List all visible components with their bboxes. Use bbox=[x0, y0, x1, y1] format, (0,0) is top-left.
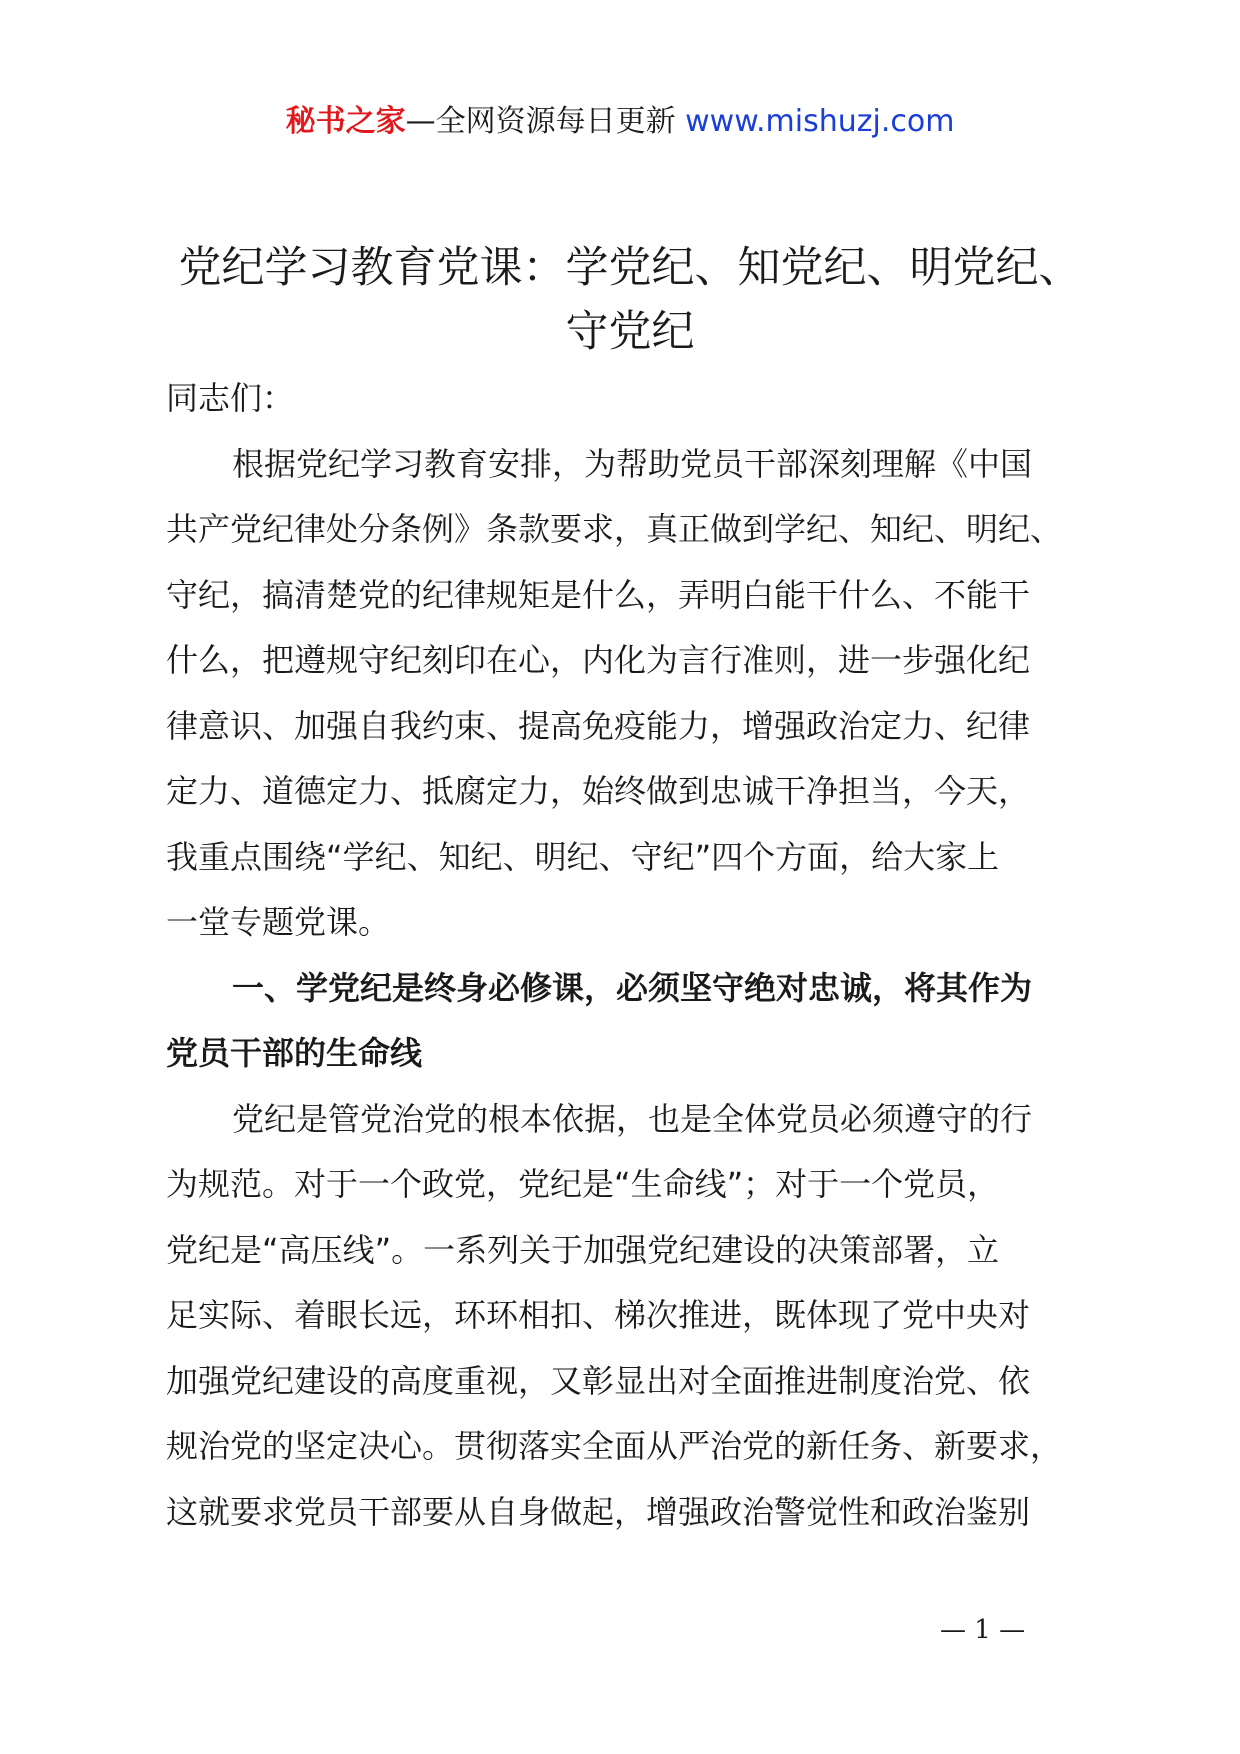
paragraph-line: 这就要求党员干部要从自身做起，增强政治警觉性和政治鉴别 bbox=[166, 1492, 1031, 1531]
section-heading-line: 党员干部的生命线 bbox=[166, 1034, 423, 1072]
document-body bbox=[166, 366, 1126, 1545]
paragraph-line: 党纪是管党治党的根本依据，也是全体党员必须遵守的行 bbox=[232, 1099, 1033, 1138]
paragraph-line: 守纪，搞清楚党的纪律规矩是什么，弄明白能干什么、不能干 bbox=[166, 575, 1031, 614]
document-title bbox=[150, 236, 1110, 364]
salutation: 同志们： bbox=[166, 379, 295, 417]
site-banner bbox=[0, 100, 1240, 144]
title-line-1: 党纪学习教育党课：学党纪、知党纪、明党纪、 bbox=[178, 243, 1082, 293]
site-brand: 秘书之家 bbox=[285, 104, 406, 139]
paragraph-line: 律意识、加强自我约束、提高免疫能力，增强政治定力、纪律 bbox=[166, 706, 1031, 745]
page-number: — 1 — bbox=[940, 1615, 1026, 1645]
section-heading-line: 一、学党纪是终身必修课，必须坚守绝对忠诚，将其作为 bbox=[232, 968, 1033, 1007]
paragraph-line: 足实际、着眼长远，环环相扣、梯次推进，既体现了党中央对 bbox=[166, 1296, 1031, 1334]
paragraph-line: 规治党的坚定决心。贯彻落实全面从严治党的新任务、新要求， bbox=[166, 1427, 1063, 1465]
paragraph-line: 一堂专题党课。 bbox=[166, 903, 391, 941]
paragraph-line: 根据党纪学习教育安排，为帮助党员干部深刻理解《中国 bbox=[232, 444, 1033, 483]
paragraph-line: 加强党纪建设的高度重视，又彰显出对全面推进制度治党、依 bbox=[166, 1361, 1031, 1400]
paragraph-line: 定力、道德定力、抵腐定力，始终做到忠诚干净担当，今天， bbox=[166, 772, 1031, 810]
paragraph-line: 我重点围绕“学纪、知纪、明纪、守纪”四个方面，给大家上 bbox=[166, 837, 1000, 876]
paragraph-line: 什么，把遵规守纪刻印在心，内化为言行准则，进一步强化纪 bbox=[166, 641, 1031, 679]
site-tagline: —全网资源每日更新 bbox=[405, 104, 676, 139]
paragraph-line: 为规范。对于一个政党，党纪是“生命线”；对于一个党员， bbox=[166, 1165, 1000, 1203]
site-url-link[interactable]: www.mishuzj.com bbox=[685, 104, 955, 139]
title-line-2: 守党纪 bbox=[565, 307, 695, 357]
paragraph-line: 党纪是“高压线”。一系列关于加强党纪建设的决策部署，立 bbox=[166, 1230, 1000, 1269]
paragraph-line: 共产党纪律处分条例》条款要求，真正做到学纪、知纪、明纪、 bbox=[166, 510, 1063, 548]
